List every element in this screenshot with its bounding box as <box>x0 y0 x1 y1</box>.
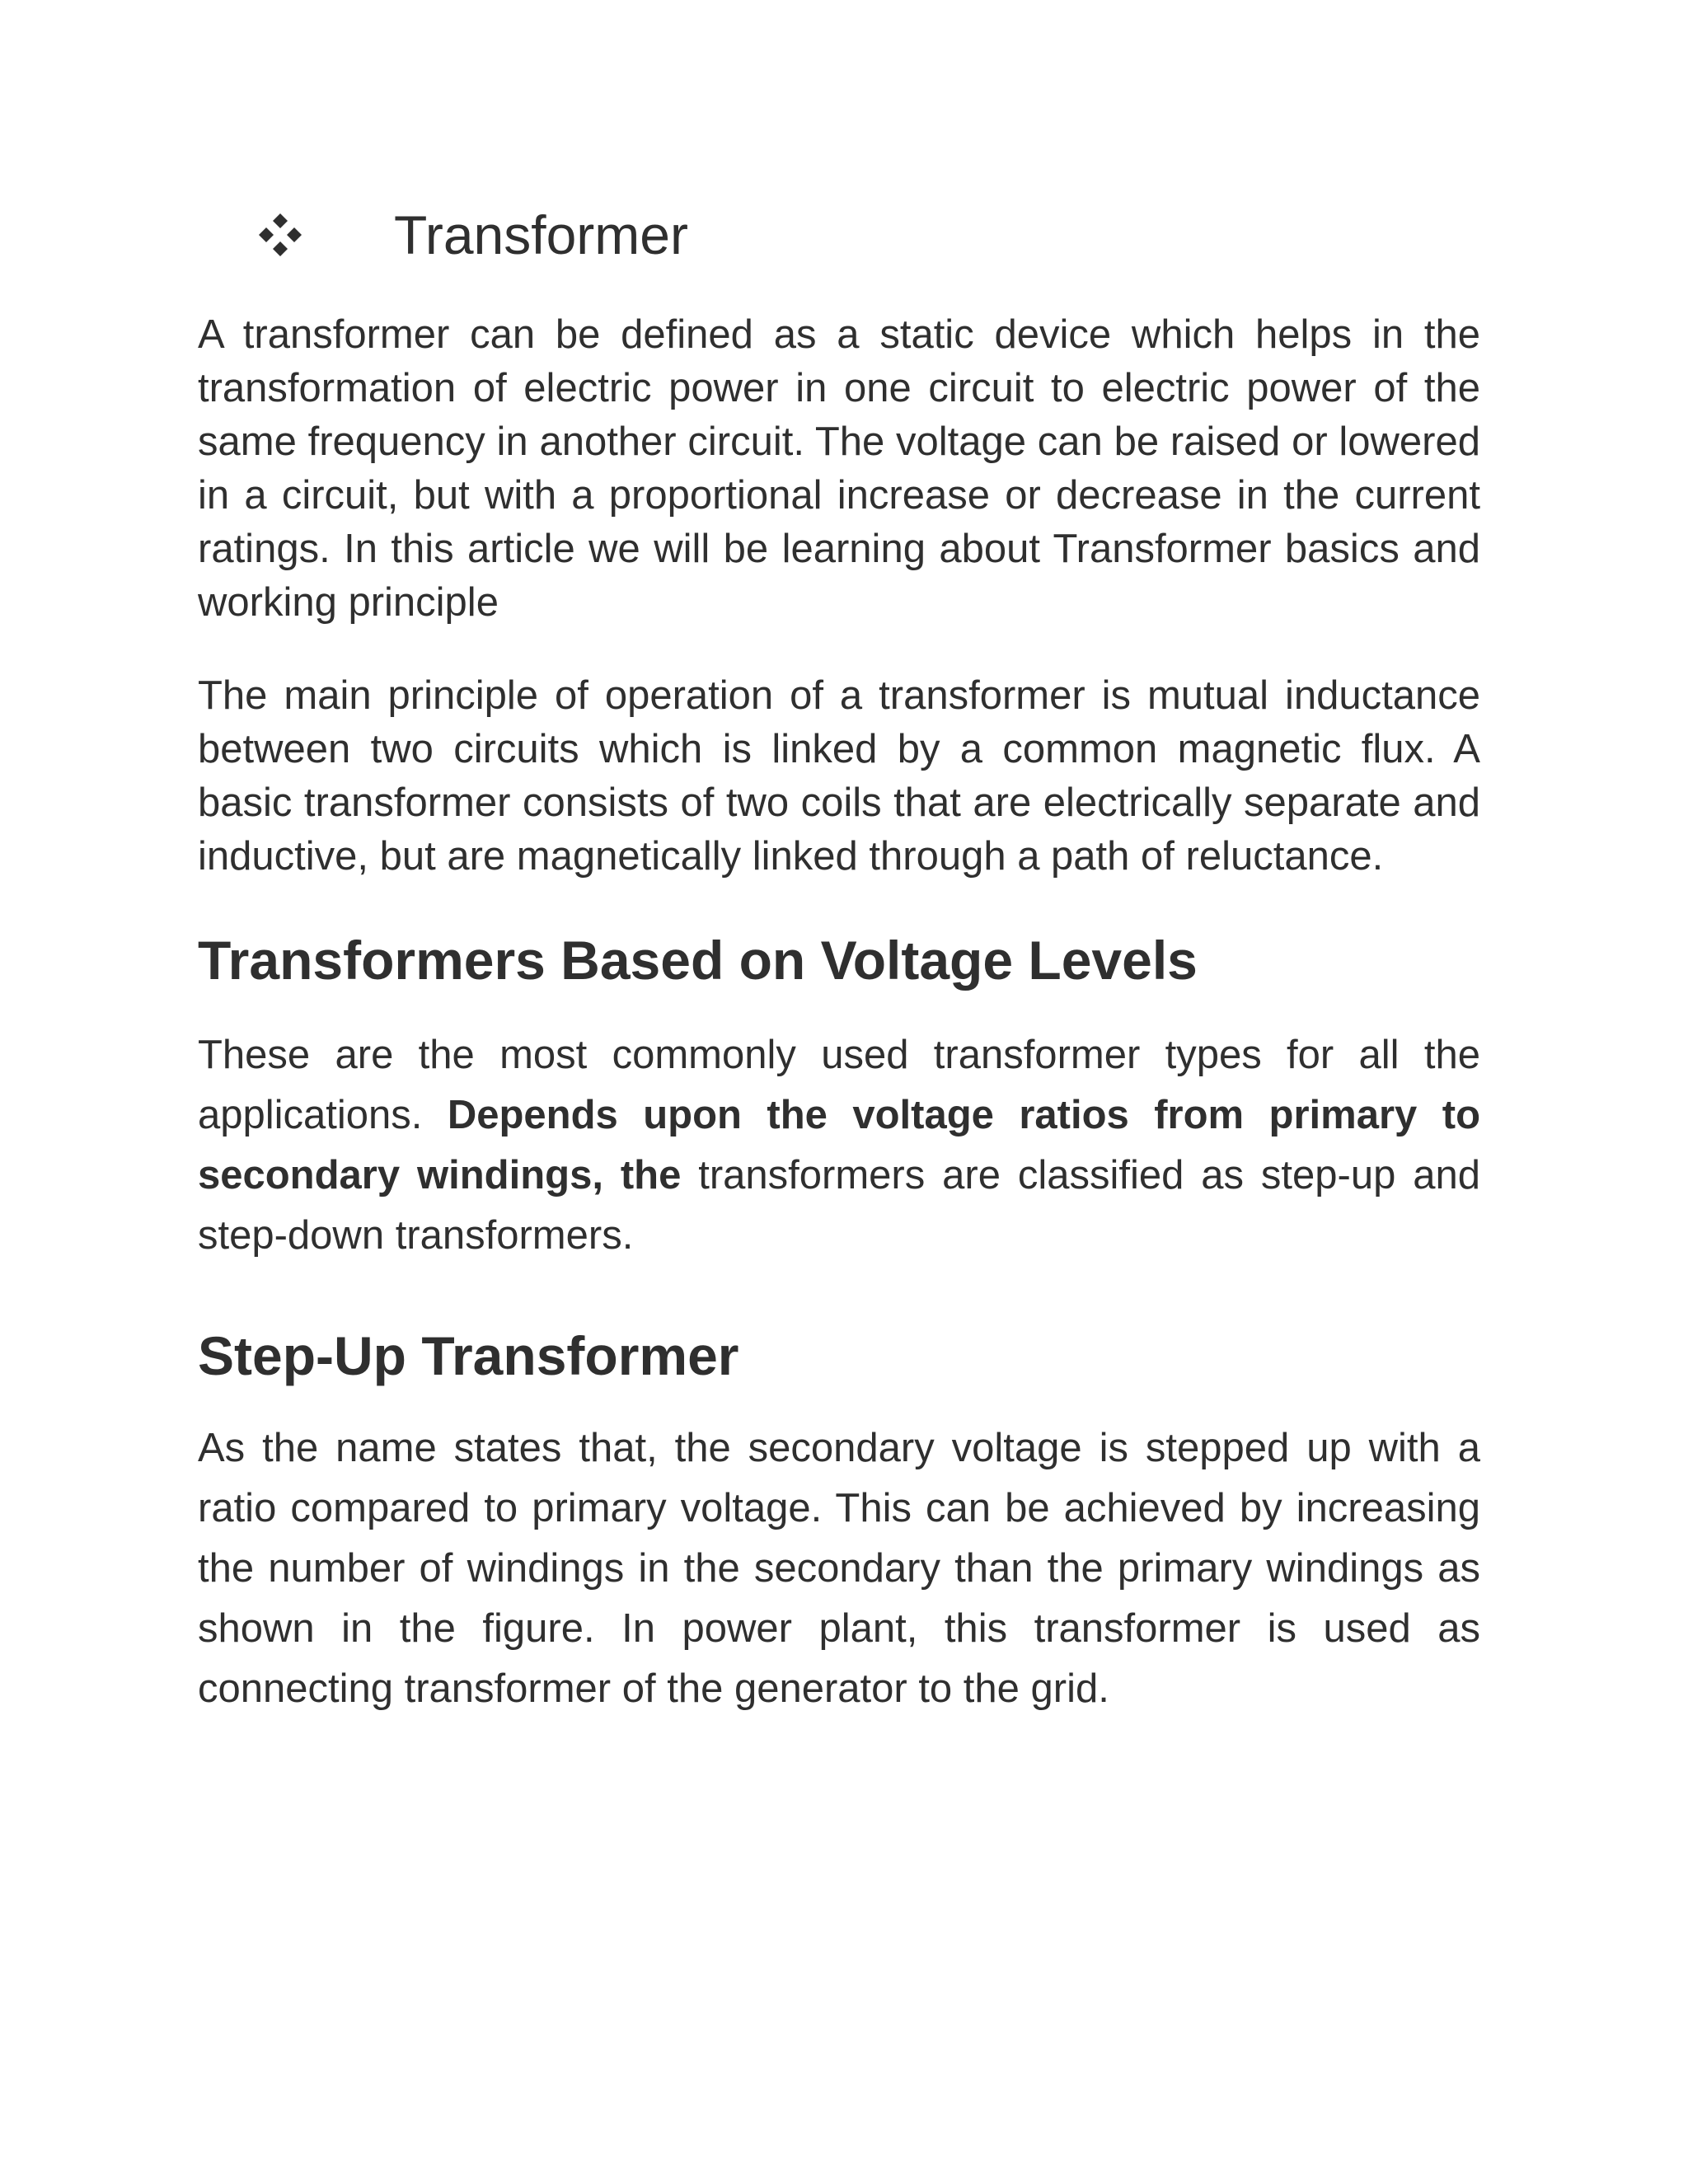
four-diamond-bullet-icon <box>247 198 313 272</box>
intro-paragraph: A transformer can be defined as a static device which helps in the transformation of electric power in one circuit to electric power of the same frequency in another circuit. The voltage can be raised or lowered in a circuit, but with a proportional increase or decrease in the current ratings. In this article we will be learning about Transformer basics and working principle <box>198 312 1480 625</box>
voltage-levels-heading: Transformers Based on Voltage Levels <box>198 930 1198 991</box>
title-heading <box>198 198 1480 272</box>
step-up-heading: Step-Up Transformer <box>198 1325 739 1386</box>
voltage-levels-paragraph <box>198 1025 1480 1266</box>
principle-paragraph: The main principle of operation of a transformer is mutual inductance between two circuits which is linked by a common magnetic flux. A basic transformer consists of two coils that are electrically separate and inductive, but are magnetically linked through a path of reluctance. <box>198 673 1480 879</box>
page-title: Transformer <box>394 204 688 265</box>
voltage-levels-text-end: transformers are classified as step-up and step-down transformers. <box>198 1153 1480 1258</box>
voltage-levels-text-start: These are the most commonly used transformer types for all the applications. <box>198 1033 1480 1137</box>
step-up-paragraph: As the name states that, the secondary voltage is stepped up with a ratio compared to primary voltage. This can be achieved by increasing the number of windings in the secondary than the primary windings as shown in the figure. In power plant, this transformer is used as connecting transformer of the generator to the grid. <box>198 1426 1480 1711</box>
voltage-levels-bold-text: Depends upon the voltage ratios from primary to secondary windings, the <box>198 1093 1480 1197</box>
